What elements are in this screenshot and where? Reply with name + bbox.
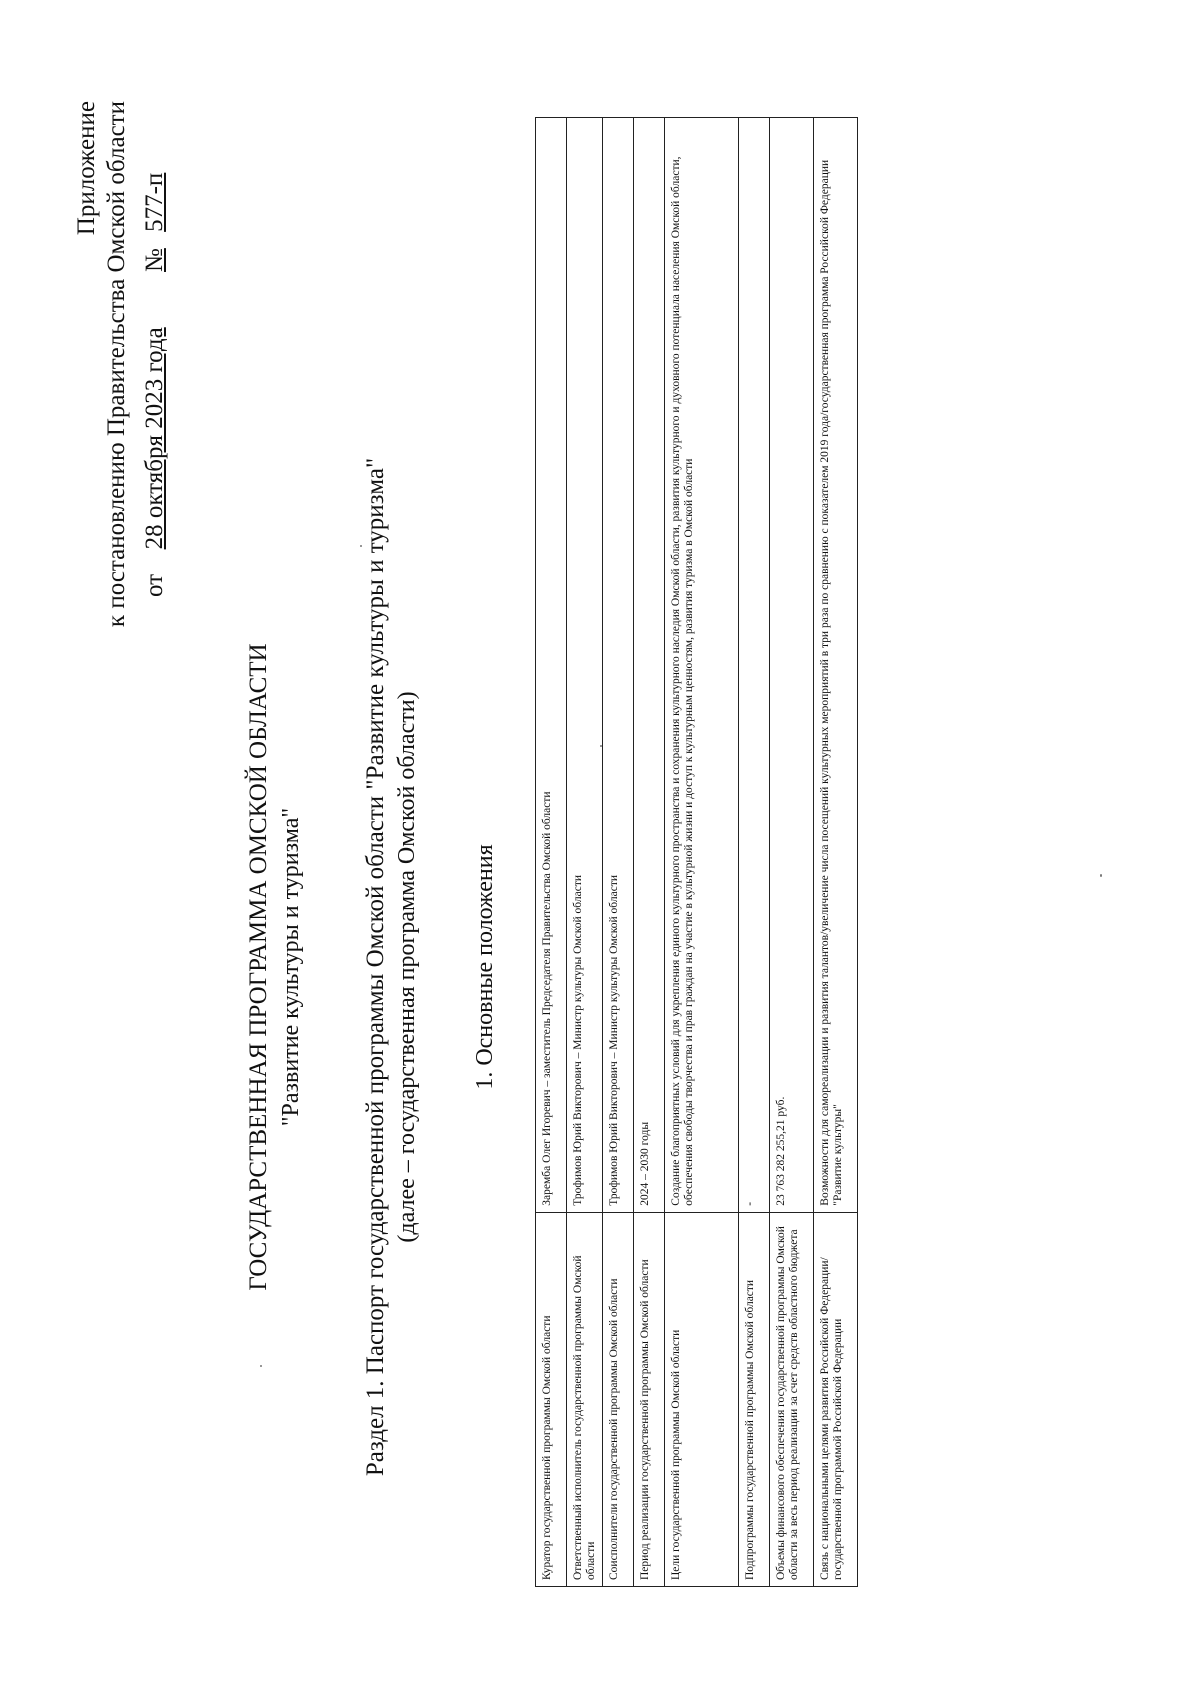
param-cell: Связь с национальными целями развития Российской Федерации/ государственной программой Российской Федерации: [814, 1212, 858, 1586]
table-row: [634, 118, 665, 1587]
value-cell: Возможности для самореализации и развития талантов/увеличение числа посещений культурных мероприятий в три раза по сравнению с показателем 2019 года/государственная программа Российской Федерации "Развитие культуры": [814, 118, 858, 1213]
section-subtitle: (далее – государственная программа Омской области): [394, 691, 420, 1243]
date-prefix: от: [141, 573, 168, 597]
appendix-number-line: [141, 143, 169, 272]
table-row: [665, 118, 739, 1587]
table-row: [567, 118, 603, 1587]
program-title: ГОСУДАРСТВЕННАЯ ПРОГРАММА ОМСКОЙ ОБЛАСТИ: [245, 643, 272, 1291]
param-cell: Соисполнители государственной программы Омской области: [603, 1212, 634, 1586]
value-cell: Заремба Олег Игоревич – заместитель Председателя Правительства Омской области: [536, 118, 567, 1213]
section-title: Раздел 1. Паспорт государственной программы Омской области "Развитие культуры и туризма": [362, 457, 389, 1477]
subsection-heading: 1. Основные положения: [472, 844, 498, 1090]
appendix-decree: к постановлению Правительства Омской области: [103, 101, 130, 628]
value-cell: 23 763 282 255,21 руб.: [770, 118, 814, 1213]
appendix-date: 28 октября 2023 года: [141, 327, 168, 550]
appendix-date-line: [141, 291, 169, 597]
param-cell: Цели государственной программы Омской области: [665, 1212, 739, 1586]
table-row: [739, 118, 770, 1587]
table-row: [536, 118, 567, 1587]
param-cell: Объемы финансового обеспечения государственной программы Омской области за весь период реализации за счет средств областного бюджета: [770, 1212, 814, 1586]
value-cell: 2024 – 2030 годы: [634, 118, 665, 1213]
table-row: [603, 118, 634, 1587]
appendix-title: Приложение: [73, 101, 100, 236]
value-cell: Трофимов Юрий Викторович – Министр культуры Омской области: [567, 118, 603, 1213]
scan-speck: [260, 1365, 262, 1367]
table-row: [770, 118, 814, 1587]
param-cell: Подпрограммы государственной программы Омской области: [739, 1212, 770, 1586]
appendix-number: 577-п: [141, 172, 168, 232]
scan-speck: [1100, 874, 1102, 877]
program-subtitle: "Развитие культуры и туризма": [278, 807, 304, 1127]
passport-table: [535, 117, 858, 1587]
number-prefix: №: [141, 248, 168, 272]
value-cell: Трофимов Юрий Викторович – Министр культуры Омской области: [603, 118, 634, 1213]
value-cell: Создание благоприятных условий для укрепления единого культурного пространства и сохранения культурного наследия Омской области, развития культурного и духовного потенциала населения Омской области, обеспечения свободы творчества и прав граждан на участие в культурной жизни и доступ к культурным ценностям, развития туризма в Омской области: [665, 118, 739, 1213]
param-cell: Куратор государственной программы Омской области: [536, 1212, 567, 1586]
scan-speck: [360, 545, 362, 547]
param-cell: Ответственный исполнитель государственной программы Омской области: [567, 1212, 603, 1586]
value-cell: -: [739, 118, 770, 1213]
param-cell: Период реализации государственной программы Омской области: [634, 1212, 665, 1586]
scan-speck: [600, 745, 602, 747]
table-row: [814, 118, 858, 1587]
